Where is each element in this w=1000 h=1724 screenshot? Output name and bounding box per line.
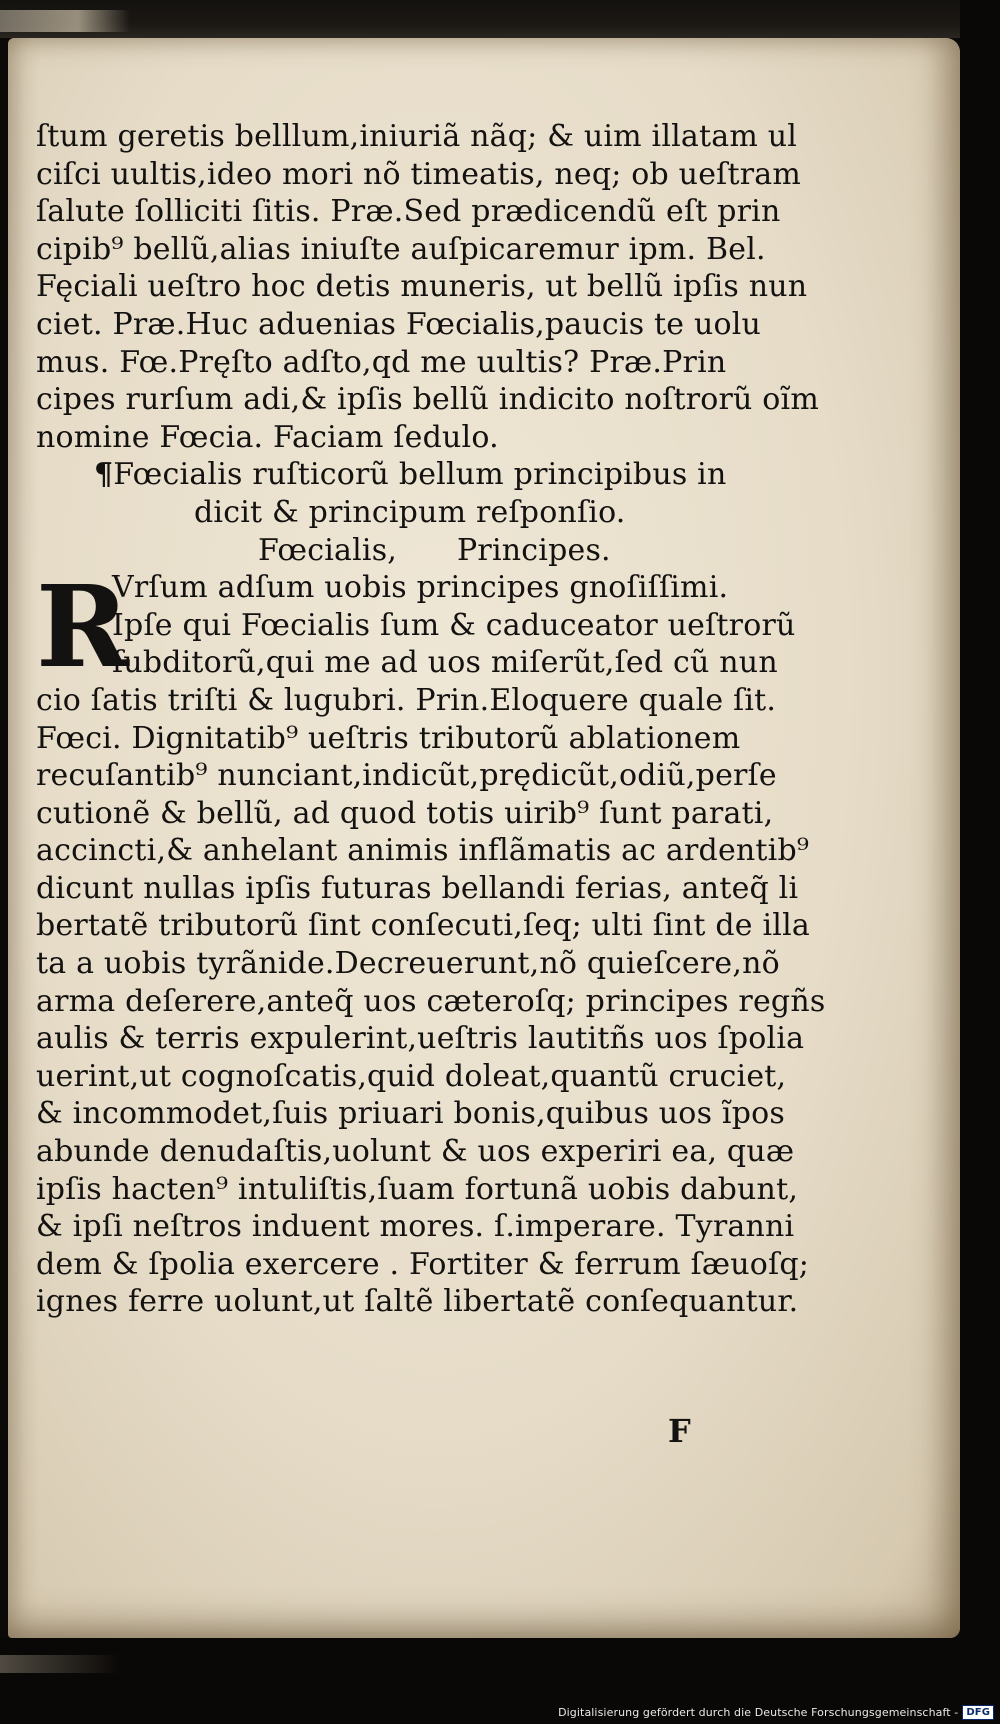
speaker-names (36, 532, 852, 570)
digitization-credit (558, 1705, 994, 1720)
text-line: accincti,& anhelant animis inflãmatis ac ardentib⁹ (36, 833, 810, 869)
speaker-fecialis: Fœcialis, (258, 532, 398, 568)
text-line: ipſis hacten⁹ intuliſtis,ſuam fortunã uobis dabunt, (36, 1171, 799, 1207)
paper-scrap-bottom (0, 1655, 120, 1673)
speaker-principes: Principes. (457, 532, 611, 568)
text-line: cipes rurſum adi,& ipſis bellũ indicito noſtrorũ oĩm (36, 382, 820, 418)
text-line: arma deſerere,anteq̃ uos cæteroſq; principes regñs (36, 983, 826, 1019)
text-line: Fęciali ueſtro hoc detis muneris, ut bellũ ipſis nun (36, 269, 808, 305)
text-line: ſtum geretis belllum,iniuriã nãq; & uim illatam ul (36, 119, 798, 154)
text-line: aulis & terris expulerint,ueſtris lautitñs uos ſpolia (36, 1021, 805, 1057)
text-line: bertatẽ tributorũ ſint conſecuti,ſeq; ulti ſint de illa (36, 908, 810, 944)
text-line: ſalute ſolliciti ſitis. Præ.Sed prædicendũ eſt prin (36, 194, 781, 230)
text-line: & ipſi neſtros induent mores. ſ.imperare. Tyranni (36, 1209, 795, 1245)
text-line: cio ſatis triſti & lugubri. Prin.Eloquere quale ſit. (36, 682, 777, 718)
text-line: abunde denudaſtis,uolunt & uos experiri ea, quæ (36, 1134, 795, 1170)
text-line: ta a uobis tyrãnide.Decreuerunt,nõ quieſcere,nõ (36, 946, 780, 982)
text-line: Ipſe qui Fœcialis ſum & caduceator ueſtrorũ (112, 607, 796, 643)
drop-cap-block (36, 562, 852, 694)
text-line: & incommodet,ſuis priuari bonis,quibus uos ĩpos (36, 1096, 785, 1132)
section-heading-line-1 (36, 456, 852, 494)
text-line: mus. Fœ.Pręſto adſto,qd me uultis? Præ.Prin (36, 344, 727, 380)
text-line: recuſantib⁹ nunciant,indicũt,prędicũt,odiũ,perſe (36, 758, 777, 794)
text-line: Fœci. Dignitatib⁹ ueſtris tributorũ ablationem (36, 720, 741, 756)
text-line: nomine Fœcia. Faciam ſedulo. (36, 419, 499, 455)
text-line: cutionẽ & bellũ, ad quod totis uirib⁹ ſunt parati, (36, 795, 774, 831)
signature-mark: F (668, 1412, 691, 1450)
text-line: Vrſum adſum uobis principes gnoſiſſimi. (112, 570, 729, 606)
text-line: dicunt nullas ipſis futuras bellandi ferias, anteq̃ li (36, 870, 799, 906)
page-text (36, 118, 852, 1321)
scan-right-margin (960, 0, 1000, 1724)
credit-text: Digitalisierung gefördert durch die Deutsche Forschungsgemeinschaft - (558, 1706, 959, 1719)
text-line: ciſci uultis,ideo mori nõ timeatis, neq; ob ueſtram (36, 156, 801, 192)
text-line: ignes ferre uolunt,ut ſaltẽ libertatẽ conſequantur. (36, 1284, 799, 1320)
scan-top-edge (0, 0, 1000, 38)
drop-cap-letter: R (36, 562, 130, 694)
text-line: ciet. Præ.Huc aduenias Fœcialis,paucis te uolu (36, 306, 762, 342)
dfg-logo: DFG (962, 1705, 994, 1720)
text-line: ſubditorũ,qui me ad uos miſerũt,ſed cũ nun (112, 645, 778, 681)
pilcrow-mark: ¶ (94, 457, 114, 493)
text-line: dem & ſpolia exercere . Fortiter & ferrum ſæuoſq; (36, 1246, 810, 1282)
paper-scrap (0, 10, 130, 32)
heading-text: Fœcialis ruſticorũ bellum principibus in (113, 457, 727, 493)
text-line: uerint,ut cognoſcatis,quid doleat,quantũ cruciet, (36, 1058, 787, 1094)
section-heading-line-2: dicit & principum reſponſio. (194, 494, 626, 530)
text-line: cipib⁹ bellũ,alias iniuſte auſpicaremur ipm. Bel. (36, 231, 766, 267)
